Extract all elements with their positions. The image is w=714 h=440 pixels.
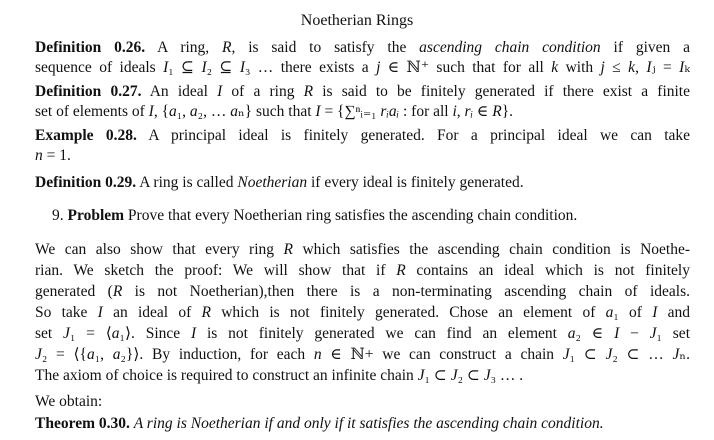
text-line bbox=[52, 207, 707, 225]
text-span: set of elements of bbox=[35, 103, 149, 120]
text-line bbox=[35, 241, 690, 259]
italic-text: I bbox=[201, 59, 207, 76]
italic-text: k bbox=[551, 59, 559, 76]
text-span: ₖ bbox=[684, 59, 690, 76]
text-line bbox=[35, 262, 690, 280]
text-span: generated ( bbox=[35, 283, 113, 300]
text-span: with bbox=[558, 59, 601, 76]
bold-label: Example 0.28. bbox=[35, 127, 137, 144]
text-span: A ring, bbox=[145, 39, 223, 56]
text-span: ₙ} such that bbox=[237, 103, 316, 120]
italic-text: n bbox=[313, 346, 322, 363]
italic-text: R bbox=[283, 241, 293, 258]
text-line bbox=[35, 174, 690, 192]
text-span: : for all bbox=[399, 103, 453, 120]
italic-text: J bbox=[562, 346, 570, 363]
italic-text: k bbox=[628, 59, 636, 76]
italic-text: J bbox=[483, 367, 491, 384]
text-line bbox=[35, 346, 690, 364]
text-line bbox=[35, 103, 690, 121]
italic-text: a bbox=[87, 346, 95, 363]
italic-text: J bbox=[63, 325, 70, 342]
text-span: ∈ bbox=[473, 103, 493, 120]
text-span: So take bbox=[35, 304, 98, 321]
text-span: is not finitely generated we can find an element bbox=[196, 325, 568, 342]
text-span: A principal ideal is finitely generated. For a principal ideal we can take bbox=[136, 127, 690, 144]
text-line bbox=[35, 415, 690, 433]
text-span: ≤ bbox=[604, 59, 629, 76]
italic-text: I bbox=[652, 304, 658, 321]
italic-text: I bbox=[217, 83, 223, 100]
text-line bbox=[35, 147, 690, 165]
text-span: ₃ … there exists a bbox=[245, 59, 377, 76]
text-span: A ring is called bbox=[136, 174, 238, 191]
text-span: The axiom of choice is required to construct an infinite chain bbox=[35, 367, 418, 384]
italic-text: I bbox=[646, 59, 652, 76]
italic-text: i bbox=[452, 103, 457, 120]
text-span: = 1. bbox=[42, 147, 71, 164]
text-span: An ideal bbox=[141, 83, 218, 100]
italic-text: a bbox=[169, 103, 177, 120]
text-span: if every ideal is finitely generated. bbox=[307, 174, 524, 191]
text-line bbox=[35, 367, 690, 385]
italic-text: R bbox=[222, 39, 232, 56]
text-span: ₂ ⊆ bbox=[206, 59, 240, 76]
text-span: an ideal of bbox=[102, 304, 202, 321]
italic-text: R bbox=[492, 103, 502, 120]
italic-text: J bbox=[450, 367, 458, 384]
text-span: ₁ = ⟨ bbox=[69, 325, 112, 342]
italic-text: I bbox=[190, 325, 197, 342]
text-span: is not Noetherian),then there is a non-terminating ascending chain of ideals. bbox=[122, 283, 690, 300]
text-span: , bbox=[456, 103, 465, 120]
italic-text: I bbox=[239, 59, 245, 76]
text-line bbox=[35, 283, 690, 301]
italic-text: I bbox=[679, 59, 685, 76]
italic-text: I bbox=[148, 103, 154, 120]
italic-text: I bbox=[163, 59, 169, 76]
italic-text: rᵢaᵢ bbox=[380, 103, 400, 120]
italic-text: a bbox=[605, 304, 614, 321]
italic-text: Noetherian bbox=[237, 174, 308, 191]
text-span: ₙ. bbox=[679, 346, 690, 363]
text-span: which satisfies the ascending chain condition is Noethe- bbox=[292, 241, 690, 258]
italic-text: rᵢ bbox=[464, 103, 474, 120]
italic-text: a bbox=[111, 325, 120, 342]
text-span: ∈ ℕ⁺ such that for all bbox=[380, 59, 552, 76]
text-span: ₂ ⊂ … bbox=[612, 346, 673, 363]
italic-text: j bbox=[376, 59, 381, 76]
text-span: sequence of ideals bbox=[35, 59, 164, 76]
text-span: ₁, bbox=[94, 346, 113, 363]
text-span: ⱼ = bbox=[651, 59, 680, 76]
text-span: if given a bbox=[600, 39, 690, 56]
text-line bbox=[35, 39, 690, 57]
italic-text: J bbox=[417, 367, 425, 384]
italic-text: a bbox=[189, 103, 198, 120]
text-span: set bbox=[35, 325, 64, 342]
text-span: is said to be finitely generated if there exist a finite bbox=[313, 83, 690, 100]
text-span: ₁ ⊂ bbox=[424, 367, 451, 384]
bold-label: Definition 0.29. bbox=[35, 174, 137, 191]
text-span: − bbox=[619, 325, 650, 342]
bold-label: Theorem 0.30. bbox=[35, 415, 130, 432]
text-span: ₁⟩. Since bbox=[119, 325, 191, 342]
text-span: ∈ ℕ+ we can construct a chain bbox=[321, 346, 563, 363]
text-span: which is not finitely generated. Chose an element of bbox=[210, 304, 606, 321]
page-title: Noetherian Rings bbox=[300, 12, 414, 29]
text-span: contains an ideal which is not finitely bbox=[405, 262, 690, 279]
text-line bbox=[35, 59, 690, 77]
bold-label: Definition 0.27. bbox=[35, 83, 142, 100]
text-span: Prove that every Noetherian ring satisfies the ascending chain condition. bbox=[124, 207, 578, 224]
italic-text: I bbox=[614, 325, 620, 342]
italic-text: A ring is Noetherian if and only if it satisfies the ascending chain condition. bbox=[133, 415, 604, 432]
text-line bbox=[35, 304, 690, 322]
italic-text: J bbox=[605, 346, 613, 363]
text-span: ₂}⟩. By induction, for each bbox=[120, 346, 314, 363]
text-span: ₂ ⊂ bbox=[457, 367, 484, 384]
text-line bbox=[35, 393, 690, 411]
text-span: }. bbox=[501, 103, 514, 120]
text-span: ₁ ⊂ bbox=[569, 346, 606, 363]
text-span: 9. bbox=[52, 207, 68, 224]
bold-label: Problem bbox=[67, 207, 125, 224]
text-span: , is said to satisfy the bbox=[231, 39, 420, 56]
italic-text: J bbox=[35, 346, 42, 363]
text-span: We can also show that every ring bbox=[35, 241, 284, 258]
text-span: rian. We sketch the proof: We will show that if bbox=[35, 262, 397, 279]
italic-text: R bbox=[396, 262, 406, 279]
text-span: ₃ … . bbox=[490, 367, 524, 384]
text-span: , bbox=[635, 59, 647, 76]
text-span: , { bbox=[153, 103, 170, 120]
italic-text: R bbox=[303, 83, 314, 100]
italic-text: ascending chain condition bbox=[419, 39, 601, 56]
italic-text: n bbox=[35, 147, 43, 164]
text-span: ₁ ⊆ bbox=[168, 59, 202, 76]
text-span: ₂, … bbox=[197, 103, 231, 120]
bold-label: Definition 0.26. bbox=[35, 39, 146, 56]
italic-text: a bbox=[230, 103, 238, 120]
italic-text: a bbox=[567, 325, 576, 342]
text-span: ₁, bbox=[176, 103, 190, 120]
italic-text: I bbox=[97, 304, 103, 321]
text-span: ₁ of bbox=[613, 304, 653, 321]
text-span: We obtain: bbox=[35, 393, 103, 410]
text-line bbox=[35, 127, 690, 145]
italic-text: j bbox=[600, 59, 605, 76]
text-span: ₁ set bbox=[656, 325, 690, 342]
text-line bbox=[35, 325, 690, 343]
text-span: = {∑ⁿᵢ₌₁ bbox=[320, 103, 381, 120]
text-span: ₂ ∈ bbox=[575, 325, 615, 342]
italic-text: J bbox=[672, 346, 680, 363]
italic-text: R bbox=[201, 304, 211, 321]
text-span: and bbox=[657, 304, 690, 321]
text-span: ₂ = ⟨{ bbox=[41, 346, 87, 363]
text-span: of a ring bbox=[222, 83, 304, 100]
text-line bbox=[35, 83, 690, 101]
italic-text: J bbox=[649, 325, 657, 342]
italic-text: I bbox=[315, 103, 321, 120]
italic-text: R bbox=[112, 283, 123, 300]
italic-text: a bbox=[112, 346, 121, 363]
